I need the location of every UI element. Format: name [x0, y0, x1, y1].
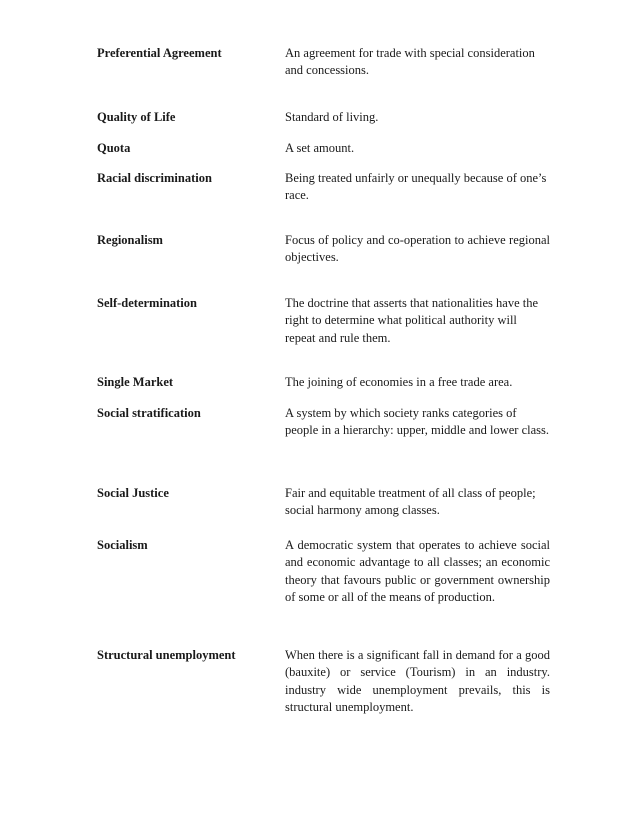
definition: Being treated unfairly or unequally because of one’s race. [285, 171, 547, 203]
term: Self-determination [97, 296, 197, 310]
definition: A democratic system that operates to achieve social and economic advantage to all classes; an economic theory that favours public or government ownership of some or all of the means of production. [285, 538, 550, 605]
definition: Focus of policy and co-operation to achieve regional objectives. [285, 233, 550, 265]
term: Racial discrimination [97, 171, 212, 185]
term: Regionalism [97, 233, 163, 247]
definition: When there is a significant fall in demand for a good (bauxite) or service (Tourism) in an industry. industry wide unemployment prevails, this is structural unemployment. [285, 648, 550, 715]
definition: The doctrine that asserts that nationalities have the right to determine what political authority will repeat and rule them. [285, 296, 539, 345]
term: Quota [97, 141, 131, 155]
term: Structural unemployment [97, 648, 236, 662]
term: Quality of Life [97, 110, 176, 124]
term: Social stratification [97, 406, 201, 420]
definition: An agreement for trade with special consideration and concessions. [285, 46, 535, 78]
term: Social Justice [97, 486, 169, 500]
term: Preferential Agreement [97, 46, 222, 60]
definition: A system by which society ranks categories of people in a hierarchy: upper, middle and lower class. [285, 406, 549, 438]
term: Single Market [97, 375, 174, 389]
definition: A set amount. [285, 141, 355, 155]
definition: Fair and equitable treatment of all class of people; social harmony among classes. [285, 486, 536, 518]
definition: The joining of economies in a free trade area. [285, 375, 513, 389]
term: Socialism [97, 538, 148, 552]
definition: Standard of living. [285, 110, 379, 124]
